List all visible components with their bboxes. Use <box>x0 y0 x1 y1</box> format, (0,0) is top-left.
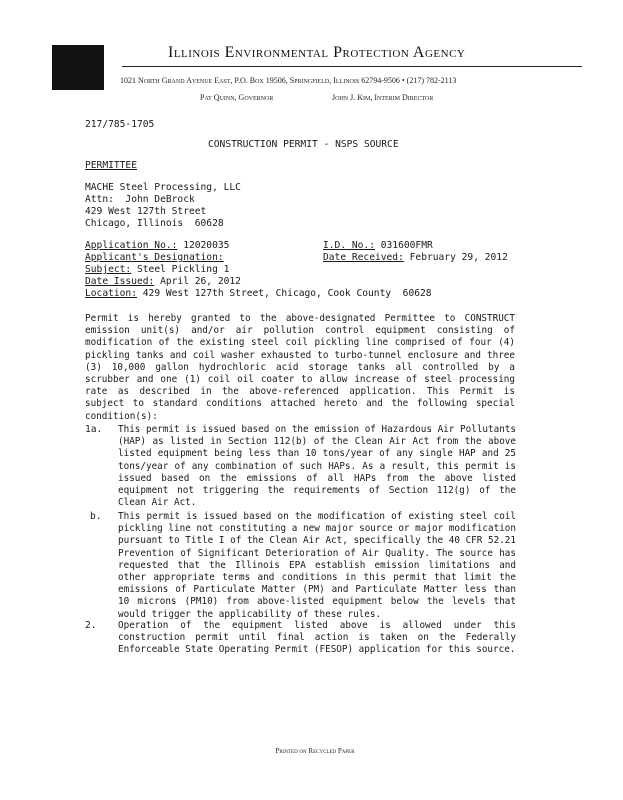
permit-grant-paragraph: Permit is hereby granted to the above-designated Permittee to CONSTRUCT emission unit(s) and/or air pollution control equipment consisting of modification of the existing steel coil pickling line comprised of four (4) pickling tanks and coil washer exhausted to turbo-tunnel enclosure and three (3) 10,000 gallon hydrochloric acid storage tanks all controlled by a scrubber and one (1) coil oil coater to allow increase of steel processing rate as described in the above-referenced application. This Permit is subject to standard conditions attached hereto and the following special condition(s): <box>85 313 515 422</box>
recycled-paper-note: Printed on Recycled Paper <box>275 747 355 755</box>
phone-reference: 217/785-1705 <box>85 119 155 130</box>
letterhead-divider <box>122 66 582 67</box>
permittee-line: Chicago, Illinois 60628 <box>85 218 224 229</box>
governor-name: Pat Quinn, Governor <box>200 93 274 102</box>
director-name: John J. Kim, Interim Director <box>332 93 434 102</box>
agency-address: 1021 North Grand Avenue East, P.O. Box 19506, Springfield, Illinois 62794-9506 • (217) 782-2113 <box>120 76 457 85</box>
subject: Subject: Steel Pickling 1 <box>85 264 230 275</box>
permittee-line: Attn: John DeBrock <box>85 194 195 205</box>
application-number: Application No.: 12020035 <box>85 240 230 251</box>
id-number: I.D. No.: 031600FMR <box>323 240 433 251</box>
permittee-line: MACHE Steel Processing, LLC <box>85 182 241 193</box>
condition-text: Operation of the equipment listed above is allowed under this construction permit until final action is taken on the Federally Enforceable State Operating Permit (FESOP) application for this source. <box>118 620 516 656</box>
agency-officials <box>200 93 560 102</box>
date-received: Date Received: February 29, 2012 <box>323 252 508 263</box>
condition-number: b. <box>90 511 102 522</box>
permittee-line: 429 West 127th Street <box>85 206 207 217</box>
agency-name: Illinois Environmental Protection Agency <box>168 44 466 61</box>
location: Location: 429 West 127th Street, Chicago, Cook County 60628 <box>85 288 432 299</box>
applicant-designation: Applicant's Designation: <box>85 252 224 263</box>
agency-logo <box>52 45 104 90</box>
date-issued: Date Issued: April 26, 2012 <box>85 276 241 287</box>
document-title: CONSTRUCTION PERMIT - NSPS SOURCE <box>208 139 399 150</box>
condition-text: This permit is issued based on the emission of Hazardous Air Pollutants (HAP) as listed in Section 112(b) of the Clean Air Act from the above listed equipment being less than 10 tons/year of any single HAP and 25 tons/year of any combination of such HAPs. As a result, this permit is issued based on the emissions of all HAPs from the above listed equipment not triggering the requirements of Section 112(g) of the Clean Air Act. <box>118 424 516 509</box>
permittee-heading: PERMITTEE <box>85 160 137 171</box>
condition-number: 1a. <box>85 424 103 435</box>
condition-text: This permit is issued based on the modification of existing steel coil pickling line not constituting a new major source or major modification pursuant to Title I of the Clean Air Act, specifically the 40 CFR 52.21 Prevention of Significant Deterioration of Air Quality. The source has requested that the Illinois EPA establish emission limitations and other appropriate terms and conditions in this permit that limit the emissions of Particulate Matter (PM) and Particulate Matter less than 10 microns (PM10) from above-listed equipment below the levels that would trigger the applicability of these rules. <box>118 511 516 620</box>
condition-number: 2. <box>85 620 97 631</box>
